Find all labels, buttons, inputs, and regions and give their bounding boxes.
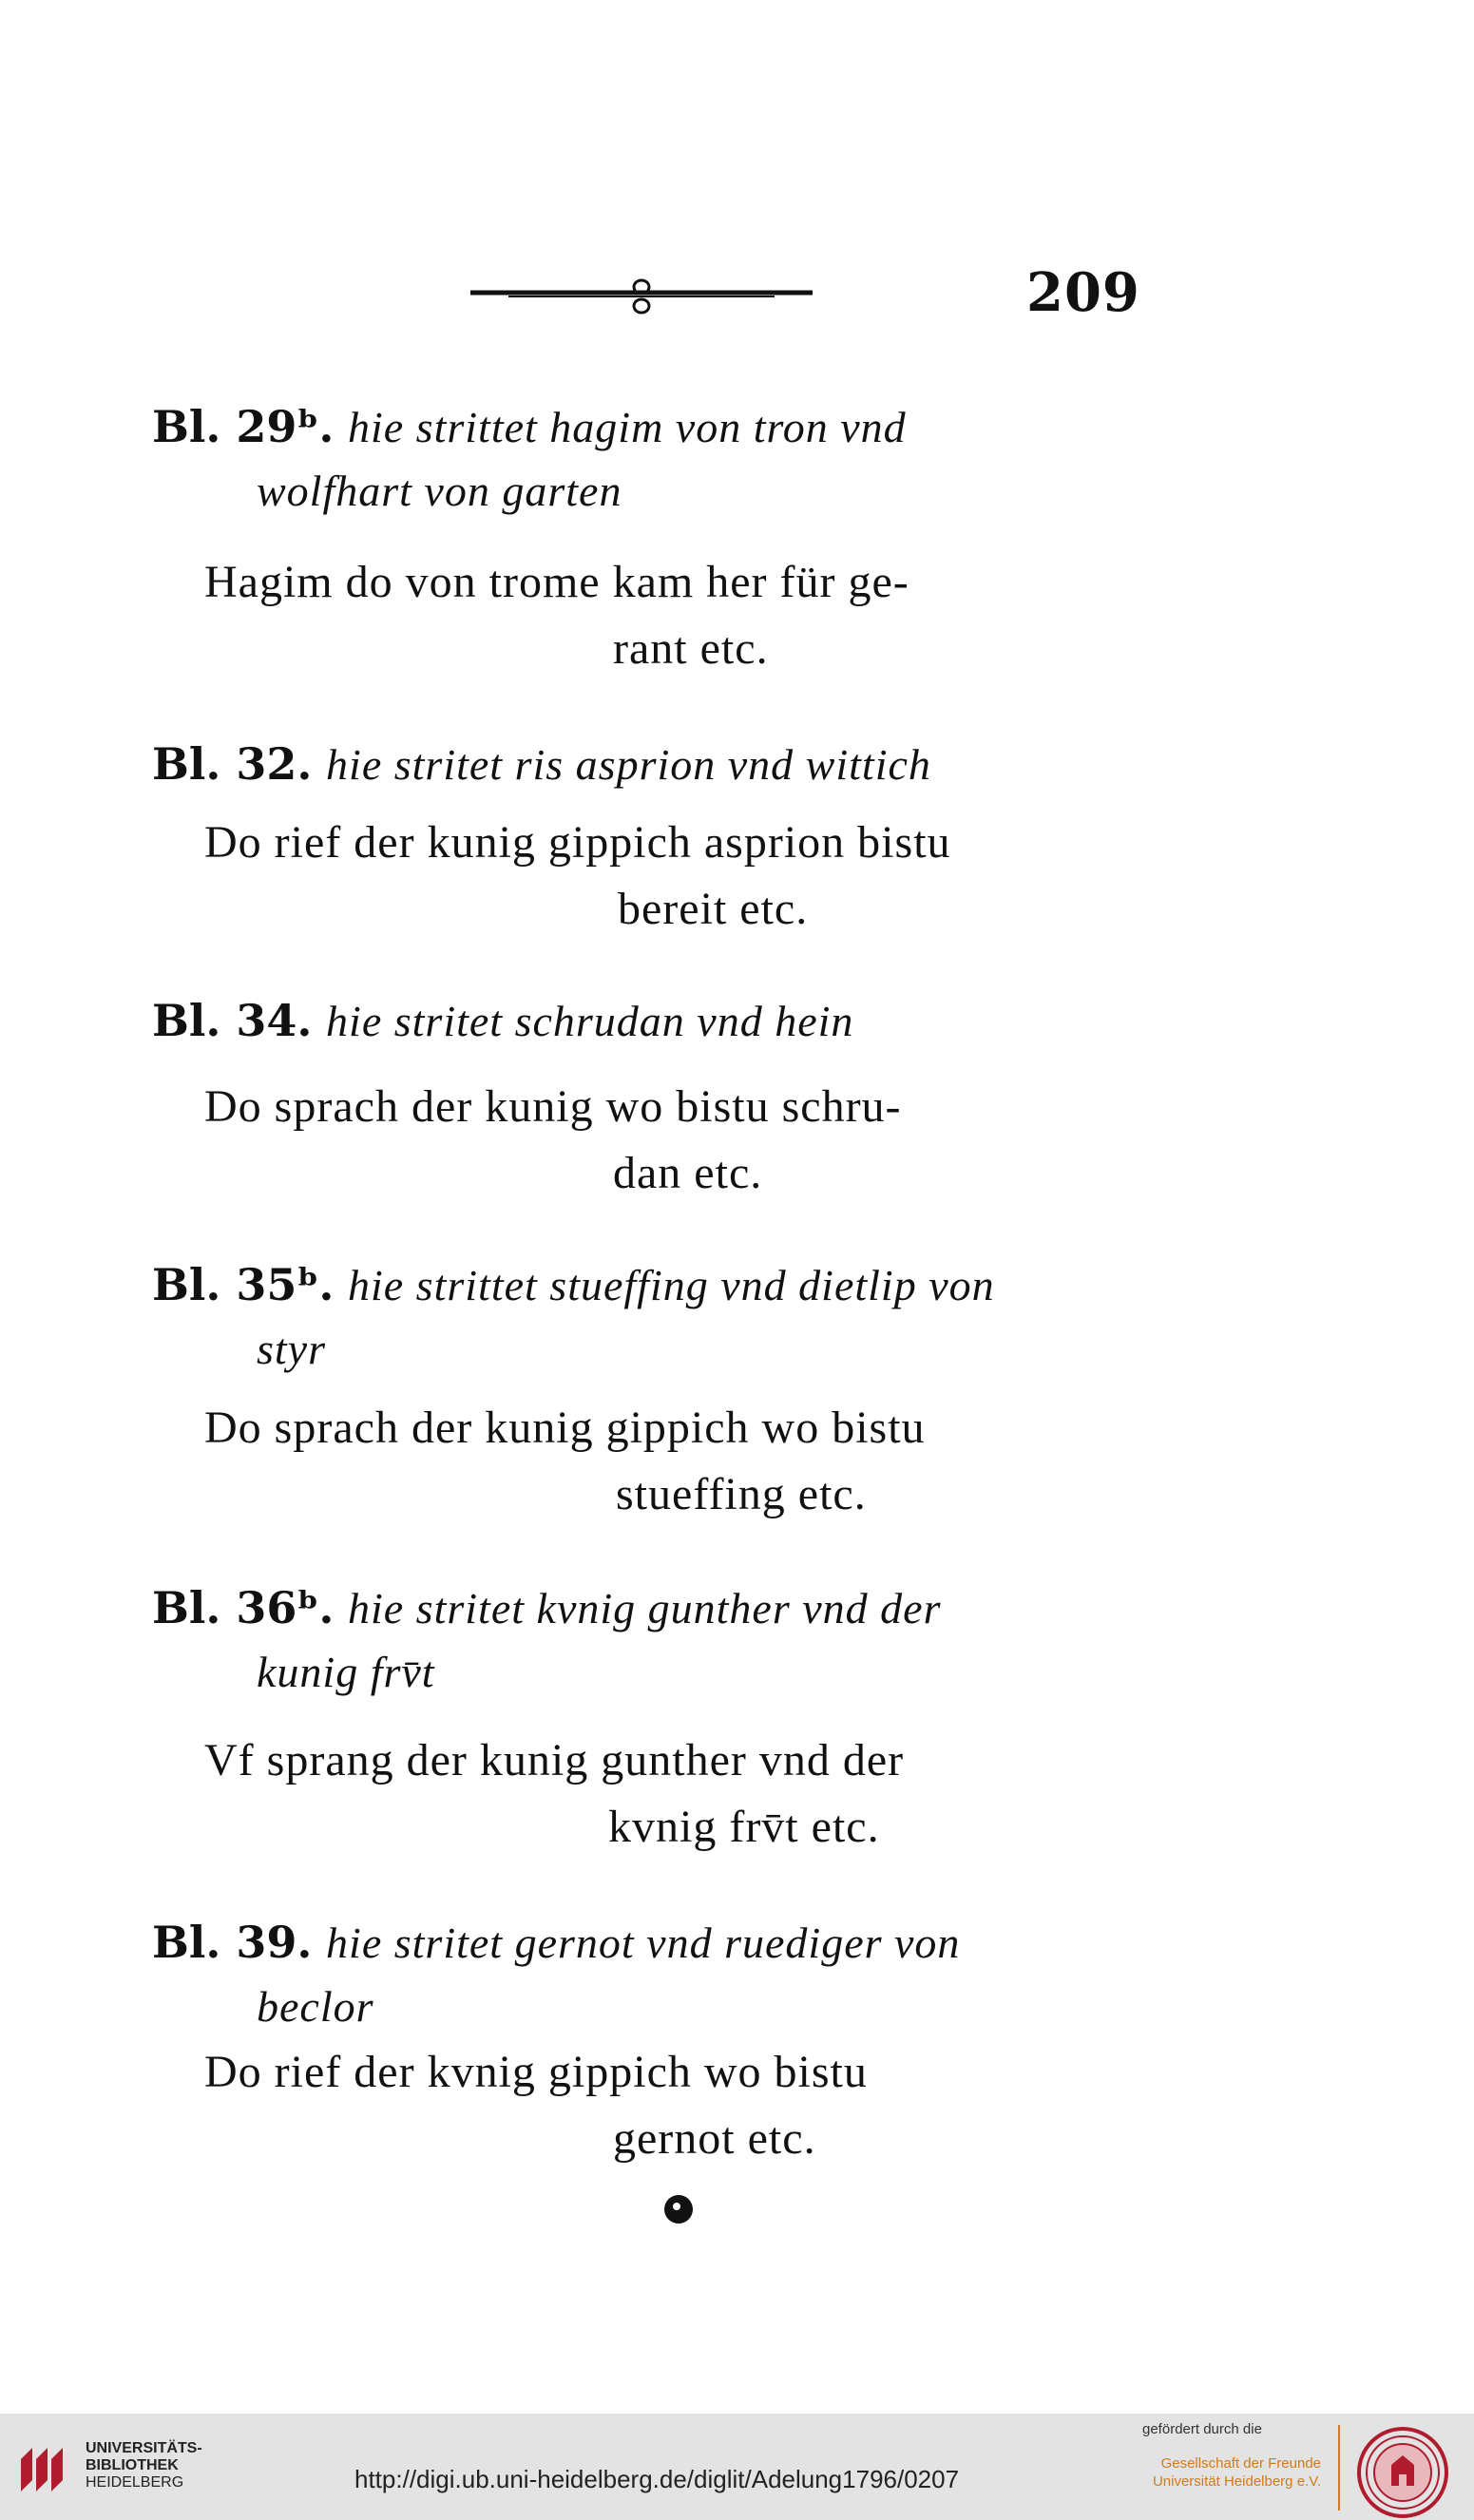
entry-quote — [204, 810, 1155, 934]
entry-title: hie strittet hagim von tron vnd — [347, 403, 907, 451]
quote-end-line: rant etc. — [613, 623, 769, 674]
folio-reference: Bl. 36ᵇ. — [152, 1582, 335, 1633]
footer-bar — [0, 2414, 1474, 2520]
library-logo-icon — [15, 2442, 70, 2497]
signature-mark-icon — [662, 2193, 695, 2225]
entry-title: hie strittet stueffing vnd dietlip von — [347, 1261, 995, 1309]
entry-quote — [204, 1074, 1155, 1198]
entry-title-continuation: beclor — [257, 1982, 374, 2031]
entry-heading — [152, 1575, 1150, 1696]
library-name-line: HEIDELBERG — [86, 2474, 184, 2491]
folio-reference: Bl. 32. — [152, 738, 313, 790]
page-number: 209 — [1026, 261, 1140, 324]
library-name-line: BIBLIOTHEK — [86, 2457, 179, 2473]
quote-end-line: bereit etc. — [618, 884, 809, 934]
entry-heading — [152, 1252, 1150, 1373]
folio-reference: Bl. 39. — [152, 1917, 313, 1968]
entry-quote — [204, 549, 1155, 674]
entry-quote — [204, 2039, 1155, 2164]
entry-title-continuation: styr — [257, 1325, 326, 1373]
sponsor-name — [1140, 2454, 1321, 2491]
sponsor-label: gefördert durch die — [1142, 2421, 1262, 2437]
quote-line: Do rief der kunig gippich asprion bistu — [204, 817, 951, 868]
quote-line: Hagim do von trome kam her für ge- — [204, 557, 909, 607]
ornament-divider-icon — [470, 277, 813, 315]
sponsor-name-line: Gesellschaft der Freunde — [1160, 2455, 1321, 2472]
library-name — [86, 2440, 202, 2491]
quote-end-line: kvnig frv̄t etc. — [608, 1802, 880, 1852]
folio-reference: Bl. 34. — [152, 995, 313, 1046]
entry-quote — [204, 1395, 1155, 1519]
entry-heading — [152, 394, 1150, 515]
entry-heading — [152, 732, 1150, 797]
permalink-url[interactable]: http://digi.ub.uni-heidelberg.de/diglit/Adelung1796/0207 — [354, 2465, 960, 2493]
quote-end-line: stueffing etc. — [616, 1469, 867, 1519]
folio-reference: Bl. 35ᵇ. — [152, 1259, 335, 1310]
quote-end-line: gernot etc. — [613, 2113, 816, 2164]
entry-quote — [204, 1728, 1155, 1852]
library-name-line: UNIVERSITÄTS- — [86, 2440, 202, 2456]
entry-title: hie stritet gernot vnd ruediger von — [326, 1919, 961, 1967]
entry-title-continuation: wolfhart von garten — [257, 467, 622, 515]
quote-line: Vf sprang der kunig gunther vnd der — [204, 1735, 905, 1785]
footer-divider — [1338, 2425, 1340, 2510]
sponsor-name-line: Universität Heidelberg e.V. — [1152, 2473, 1321, 2490]
quote-end-line: dan etc. — [613, 1148, 763, 1198]
entry-title: hie stritet kvnig gunther vnd der — [347, 1584, 942, 1632]
quote-line: Do sprach der kunig gippich wo bistu — [204, 1403, 926, 1453]
entry-title: hie stritet schrudan vnd hein — [326, 997, 854, 1045]
quote-line: Do sprach der kunig wo bistu schru- — [204, 1081, 902, 1132]
entry-heading — [152, 988, 1150, 1054]
sponsor-block — [1140, 2421, 1321, 2491]
entry-title: hie stritet ris asprion vnd wittich — [326, 740, 931, 789]
entry-title-continuation: kunig frv̄t — [257, 1648, 435, 1696]
folio-reference: Bl. 29ᵇ. — [152, 401, 335, 452]
university-seal-icon — [1355, 2425, 1450, 2520]
entry-heading — [152, 1910, 1150, 2031]
quote-line: Do rief der kvnig gippich wo bistu — [204, 2047, 868, 2097]
